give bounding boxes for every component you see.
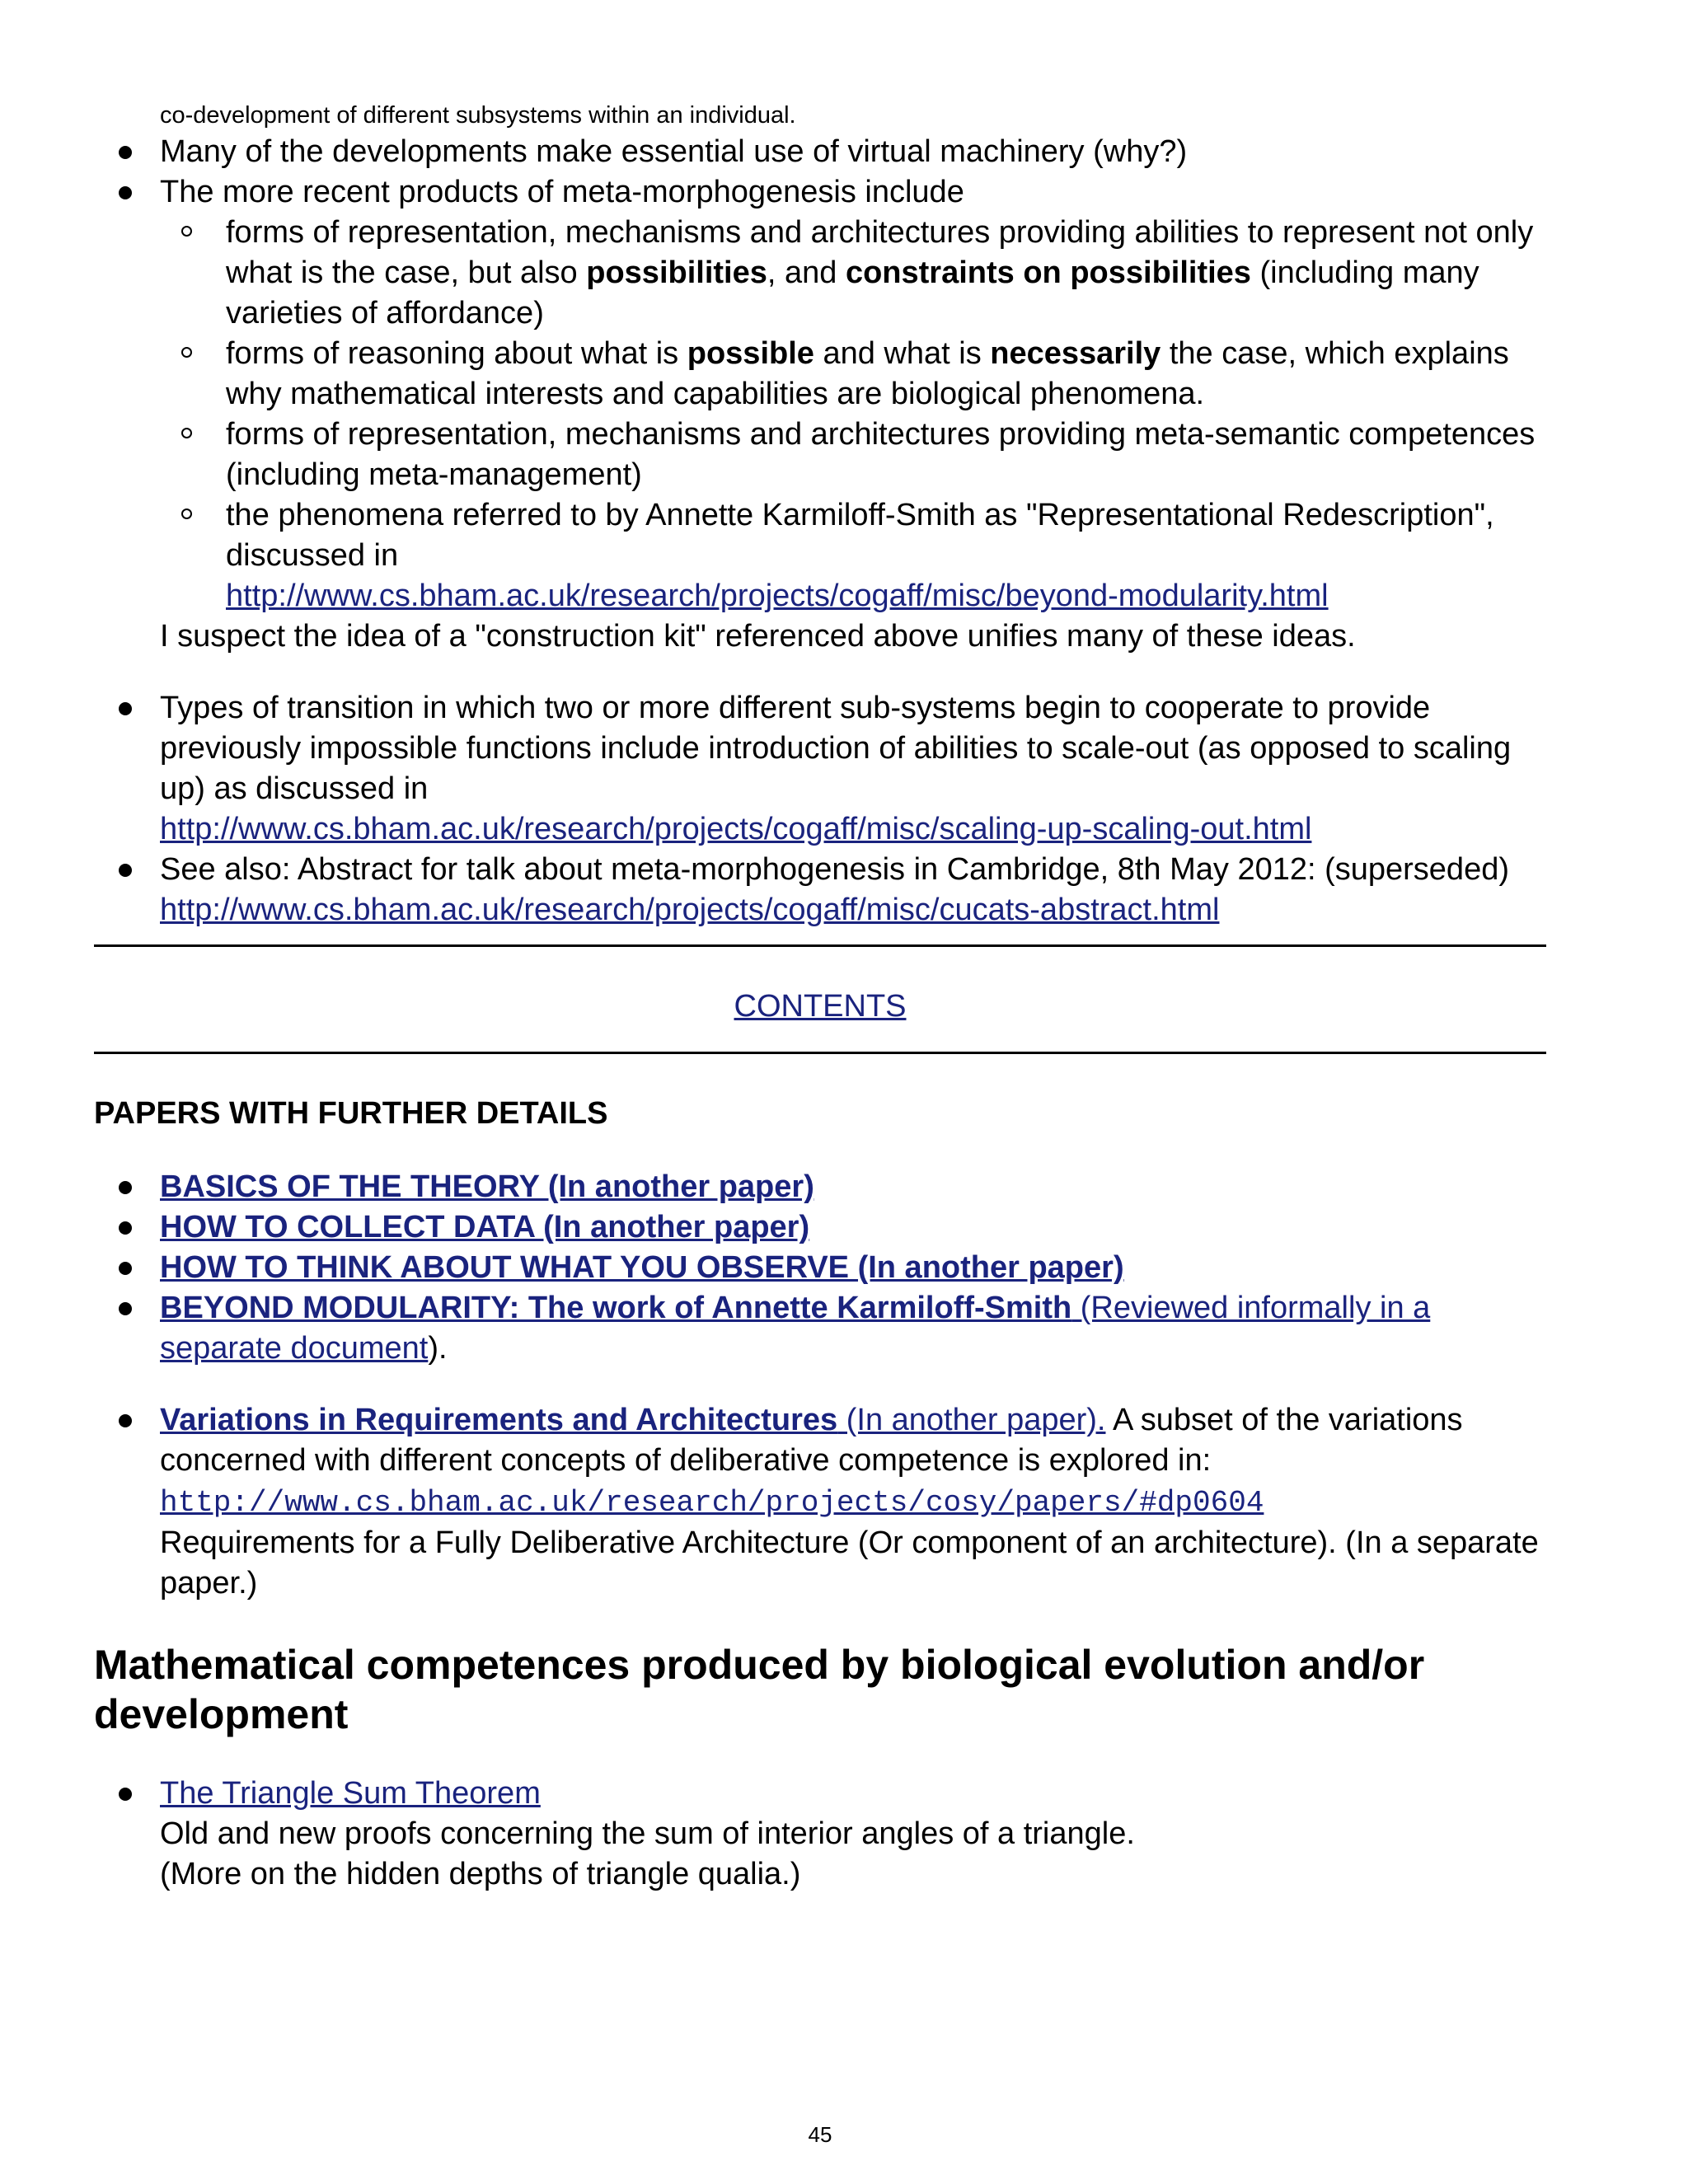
document-page	[94, 99, 1545, 1895]
text: Types of transition in which two or more different sub-systems begin to cooperate to provide previously impossible functions include introduction of abilities to scale-out (as opposed to scaling up) as discussed in	[160, 691, 1512, 806]
list-item	[94, 1207, 1545, 1248]
math-heading: Mathematical competences produced by biological evolution and/or development	[94, 1642, 1425, 1737]
variations-list	[94, 1400, 1545, 1604]
text: A subset of the variations concerned with different concepts of deliberative competence is explored in:	[160, 1403, 1463, 1478]
text: (including many varieties of affordance)	[226, 255, 1479, 330]
list-item	[94, 172, 1545, 657]
list-item	[94, 1400, 1545, 1604]
text: the case, which explains why mathematical interests and capabilities are biological phenomena.	[226, 336, 1509, 411]
list-item: forms of representation, mechanisms and architectures providing meta-semantic competences (including meta-management)	[160, 415, 1545, 495]
list-item	[94, 1167, 1545, 1207]
math-list	[94, 1774, 1545, 1895]
list-item	[94, 1288, 1545, 1369]
text: and what is	[814, 336, 991, 371]
list-item	[94, 850, 1545, 930]
list-item: Many of the developments make essential use of virtual machinery (why?)	[94, 132, 1545, 172]
text: forms of representation, mechanisms and architectures providing abilities to represent not only what is the case, but also	[226, 215, 1534, 290]
emphasis: necessarily	[990, 336, 1161, 371]
text: See also: Abstract for talk about meta-morphogenesis in Cambridge, 8th May 2012: (superseded)	[160, 852, 1509, 887]
reviewed-informally-link[interactable]: (Reviewed informally in a separate document	[160, 1291, 1431, 1366]
list-item	[160, 495, 1545, 616]
papers-list	[94, 1167, 1545, 1369]
top-bullet-list	[94, 132, 1545, 657]
list-item	[94, 1248, 1545, 1288]
bullet-text: The more recent products of meta-morphogenesis include	[160, 175, 964, 209]
papers-heading: PAPERS WITH FURTHER DETAILS	[94, 1096, 608, 1131]
page-number: 45	[808, 2122, 832, 2147]
suspect-line: I suspect the idea of a "construction kit" referenced above unifies many of these ideas.	[160, 619, 1356, 654]
list-item	[160, 213, 1545, 334]
variations-link[interactable]: Variations in Requirements and Architectures	[160, 1403, 838, 1437]
dp0604-link[interactable]: http://www.cs.bham.ac.uk/research/projects/cosy/papers/#dp0604	[160, 1486, 1264, 1520]
emphasis: constraints on possibilities	[845, 255, 1251, 290]
text: forms of reasoning about what is	[226, 336, 687, 371]
text: Requirements for a Fully Deliberative Architecture (Or component of an architecture). (In a separate paper.)	[160, 1526, 1539, 1601]
triangle-sum-link[interactable]: The Triangle Sum Theorem	[160, 1776, 541, 1811]
text: , and	[767, 255, 846, 290]
beyond-modularity-paper-link[interactable]: BEYOND MODULARITY: The work of Annette Karmiloff-Smith	[160, 1291, 1072, 1325]
intro-line: co-development of different subsystems within an individual.	[160, 102, 796, 129]
list-item	[94, 688, 1545, 850]
think-observe-link[interactable]: HOW TO THINK ABOUT WHAT YOU OBSERVE (In another paper)	[160, 1250, 1124, 1285]
contents-row	[94, 987, 1546, 1027]
emphasis: possible	[687, 336, 814, 371]
text: the phenomena referred to by Annette Karmiloff-Smith as "Representational Redescription", discussed in	[226, 498, 1494, 573]
scaling-out-link[interactable]: http://www.cs.bham.ac.uk/research/projects/cogaff/misc/scaling-up-scaling-out.html	[160, 812, 1312, 846]
contents-link[interactable]: CONTENTS	[734, 989, 907, 1024]
cucats-abstract-link[interactable]: http://www.cs.bham.ac.uk/research/projects/cogaff/misc/cucats-abstract.html	[160, 893, 1220, 927]
collect-data-link[interactable]: HOW TO COLLECT DATA (In another paper)	[160, 1210, 810, 1244]
basics-link[interactable]: BASICS OF THE THEORY (In another paper)	[160, 1169, 814, 1204]
in-another-paper-link[interactable]: (In another paper).	[837, 1403, 1106, 1437]
emphasis: possibilities	[586, 255, 767, 290]
list-item	[94, 1774, 1545, 1895]
sub-bullet-list	[160, 213, 1545, 616]
beyond-modularity-link[interactable]: http://www.cs.bham.ac.uk/research/projects/cogaff/misc/beyond-modularity.html	[226, 579, 1329, 613]
text: ).	[428, 1331, 448, 1366]
text: Old and new proofs concerning the sum of interior angles of a triangle.	[160, 1816, 1135, 1851]
list-item	[160, 334, 1545, 415]
text: (More on the hidden depths of triangle qualia.)	[160, 1857, 801, 1891]
transition-bullet-list	[94, 688, 1545, 930]
